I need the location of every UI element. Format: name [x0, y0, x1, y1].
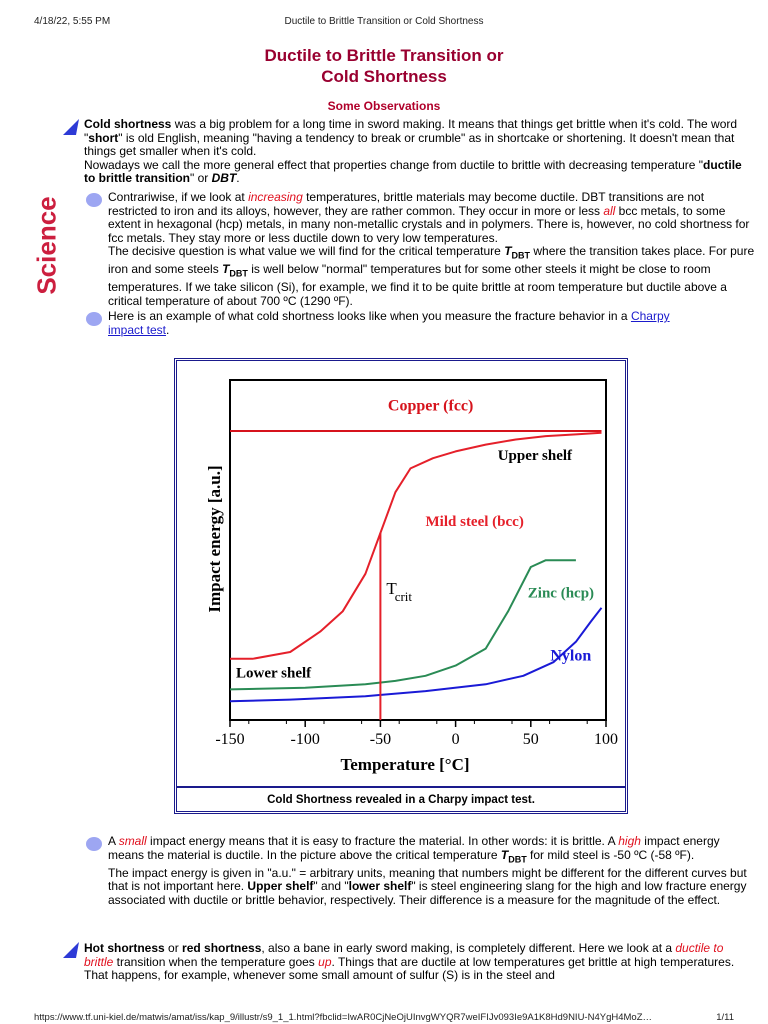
text: .	[166, 322, 170, 337]
symbol-t: T	[504, 244, 512, 259]
text: was a big problem for a long time in sword making. It means that things get brittle when it's cold. The word "	[84, 117, 738, 145]
emph-ductile-to-brittle: ductile to brittle	[84, 941, 724, 969]
text: " is old English, meaning "having a tendency to break or crumble" as in shortcake or shortening. It doesn't mean that things get smaller when it's cold.	[84, 130, 735, 159]
text: temperatures, brittle materials may become ductile. DBT transitions are not restricted to iron and its alloys, however, they are rather common. They occur in more or less	[108, 190, 705, 218]
term-cold-shortness: Cold shortness	[84, 117, 172, 131]
x-axis-label: Temperature [°C]	[340, 755, 470, 774]
section-subtitle: Some Observations	[327, 99, 441, 113]
print-page-title: Ductile to Brittle Transition or Cold Shortness	[284, 16, 484, 27]
title-line-1: Ductile to Brittle Transition or	[264, 46, 504, 65]
page-title	[0, 45, 768, 87]
series-label: Zinc (hcp)	[527, 585, 595, 602]
paragraph-hot-shortness	[84, 942, 756, 983]
text: or	[164, 941, 183, 955]
symbol-sub: DBT	[511, 250, 531, 261]
side-label	[22, 196, 70, 295]
series-label: Copper (fcc)	[387, 397, 474, 415]
text: transition when the temperature goes	[113, 954, 319, 969]
science-label: Science	[31, 196, 62, 295]
figure-caption: Cold Shortness revealed in a Charpy impact test.	[177, 786, 625, 812]
y-axis-label: Impact energy [a.u.]	[205, 465, 224, 613]
charpy-impact-test-link[interactable]: Charpy impact test	[108, 309, 670, 337]
tcrit-subscript: crit	[394, 589, 413, 604]
term-upper-shelf: Upper shelf	[247, 879, 314, 894]
impact-energy-chart	[180, 364, 622, 782]
text: Nowadays we call the more general effect that properties change from ductile to brittle with decreasing temperature "	[84, 157, 704, 172]
paragraph-charpy	[108, 310, 708, 337]
series-label: Mild steel (bcc)	[425, 514, 524, 531]
text: impact energy means that it is easy to fracture the material. In other words: it is brittle. A	[146, 834, 619, 848]
text: " or	[190, 171, 212, 186]
text: The impact energy is given in "a.u." = arbitrary units, meaning that numbers might be different for the different curves but that is not important here.	[108, 865, 747, 894]
paragraph-cold-shortness	[84, 118, 756, 186]
text: " and "	[313, 879, 349, 894]
term-dbt: DBT	[211, 171, 237, 186]
text: .	[236, 171, 240, 186]
title-line-2: Cold Shortness	[321, 67, 447, 86]
tcrit-label: T	[386, 579, 397, 599]
term-dbt-full: ductile to brittle transition	[84, 157, 742, 186]
x-tick-label: -50	[369, 731, 392, 748]
symbol-t: T	[222, 262, 230, 277]
print-url: https://www.tf.uni-kiel.de/matwis/amat/iss/kap_9/illustr/s9_1_1.html?fbclid=IwAR0CjNeOjUInvgWYQR7weIFIJv093Ie9A1K8Hd9NIU-N4YgH4MoZ…	[34, 1012, 653, 1023]
text: The decisive question is what value we will find for the critical temperature	[108, 244, 505, 259]
emph-increasing: increasing	[248, 190, 303, 204]
text: . Things that are ductile at low temperatures get brittle at high temperatures. That happens, for example, whenever some small amount of sulfur (S) is in the steel and	[84, 954, 735, 983]
paragraph-impact-energy	[108, 835, 753, 907]
symbol-sub: DBT	[508, 853, 527, 864]
text: " is steel engineering slang for the high and low fracture energy associated with ductile or brittle behavior, respectively. Their difference is a measure for the magnitude of the effect.	[108, 879, 747, 907]
text: Here is an example of what cold shortness looks like when you measure the fracture behavior in a	[108, 309, 631, 323]
dot-bullet-icon	[86, 312, 102, 326]
print-page-number: 1/11	[716, 1012, 734, 1023]
emph-all: all	[603, 203, 616, 218]
arrow-bullet-icon	[62, 941, 80, 959]
symbol-t: T	[500, 847, 509, 862]
text: A	[108, 834, 119, 848]
emph-up: up	[318, 954, 332, 969]
x-tick-label: 50	[522, 731, 539, 748]
text: where the transition takes place. For pure iron and some steels	[108, 244, 755, 277]
series-line-mild	[230, 433, 602, 659]
term-short: short	[88, 130, 119, 145]
x-tick-label: -100	[290, 731, 320, 748]
lower-shelf-label: Lower shelf	[236, 665, 312, 682]
x-tick-label: 100	[594, 731, 618, 748]
dot-bullet-icon	[86, 193, 102, 207]
emph-high: high	[618, 834, 641, 848]
term-red-shortness: red shortness	[182, 941, 262, 955]
emph-small: small	[118, 834, 147, 848]
term-lower-shelf: lower shelf	[348, 879, 412, 894]
text: Contrariwise, if we look at	[108, 190, 249, 204]
dot-bullet-icon	[86, 837, 102, 851]
term-hot-shortness: Hot shortness	[84, 941, 165, 955]
paragraph-contrariwise	[108, 191, 756, 309]
text: is well below "normal" temperatures but for some other steels it might be close to room temperatures. If we take silicon (Si), for example, we find it to be quite brittle at room temperature but ductile above a critical temperature of about 700 ºC (1290 ºF).	[108, 262, 727, 308]
arrow-bullet-icon	[62, 118, 80, 136]
x-tick-label: 0	[451, 731, 460, 748]
text: bcc metals, to some extent in hexagonal (hcp) metals, in many non-metallic crystals and in polymers. There is, however, no cold shortness for fcc metals. They stay more or less ductile down to very low temperatures.	[108, 203, 750, 245]
text: for mild steel is -50 ºC (-58 ºF).	[526, 847, 695, 862]
upper-shelf-label: Upper shelf	[497, 447, 573, 464]
symbol-sub: DBT	[229, 268, 248, 279]
text: , also a bane in early sword making, is completely different. Here we look at a	[261, 941, 676, 955]
print-datetime: 4/18/22, 5:55 PM	[34, 16, 111, 27]
series-label: Nylon	[550, 647, 592, 665]
x-tick-label: -150	[215, 731, 245, 748]
text: impact energy means the material is ductile. In the picture above the critical temperature	[108, 834, 720, 862]
